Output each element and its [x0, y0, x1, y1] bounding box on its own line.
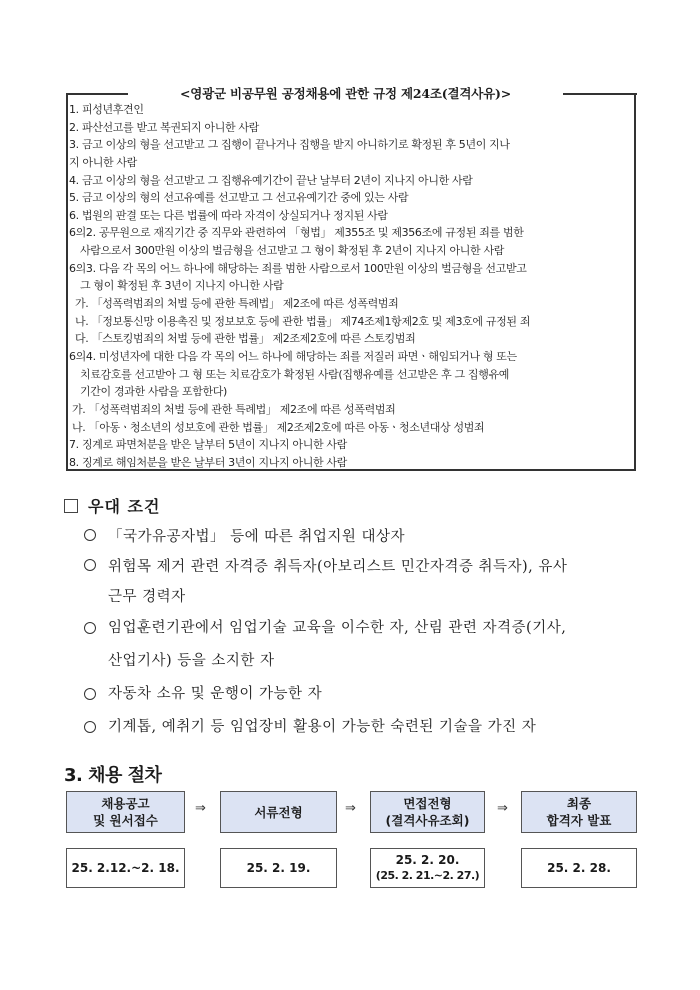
regulation-line: 3. 금고 이상의 형을 선고받고 그 집행이 끝나거나 집행을 받지 아니하기로 확정된 후 5년이 지나 [69, 138, 510, 152]
preference-item [84, 552, 644, 612]
step-3-label-line: (결격사유조회) [385, 813, 470, 828]
preference-text: 산업기사) 등을 소지한 자 [108, 653, 275, 669]
step-3-label-line: 면접전형 [403, 796, 452, 811]
regulation-subline: 나. 「정보통신망 이용촉진 및 정보보호 등에 관한 법률」 제74조제1항제2호 및 제3호에 규정된 죄 [75, 314, 531, 328]
circle-bullet-icon [84, 721, 96, 733]
step-4-date: 25. 2. 28. [547, 860, 611, 875]
regulation-line: 5. 금고 이상의 형의 선고유예를 선고받고 그 선고유예기간 중에 있는 사람 [69, 191, 409, 205]
preference-text: 자동차 소유 및 운행이 가능한 자 [108, 686, 323, 702]
circle-bullet-icon [84, 559, 96, 571]
preference-item [84, 711, 644, 744]
preference-item [84, 612, 644, 678]
regulation-line: 4. 금고 이상의 형을 선고받고 그 집행유예기간이 끝난 날부터 2년이 지나지 아니한 사람 [69, 173, 473, 187]
step-2-label-line: 서류전형 [254, 804, 303, 820]
preference-text: 기계톱, 예취기 등 임업장비 활용이 가능한 숙련된 기술을 가진 자 [108, 719, 537, 735]
step-3-label-box [370, 791, 485, 833]
circle-bullet-icon [84, 688, 96, 700]
preferences-heading [64, 494, 160, 517]
regulation-subline: 다. 「스토킹범죄의 처벌 등에 관한 법률」 제2조제2호에 따른 스토킹범죄 [75, 332, 416, 346]
step-3-date-box [370, 848, 485, 888]
circle-bullet-icon [84, 529, 96, 541]
regulation-line: 지 아니한 사람 [69, 155, 137, 169]
regulation-line: 7. 징계로 파면처분을 받은 날부터 5년이 지나지 아니한 사람 [69, 438, 347, 452]
step-2-date: 25. 2. 19. [246, 860, 311, 875]
step-4-label-box [521, 791, 637, 833]
regulation-line: 6의3. 다음 각 목의 어느 하나에 해당하는 죄를 범한 사람으로서 100만원 이상의 벌금형을 선고받고 [69, 261, 527, 275]
square-bullet-icon [64, 499, 78, 513]
right-double-arrow-icon: ⇒ [497, 801, 508, 816]
preference-text: 임업훈련기관에서 임업기술 교육을 이수한 자, 산림 관련 자격증(기사, [108, 620, 567, 636]
regulation-line: 6의4. 미성년자에 대한 다음 각 목의 어느 하나에 해당하는 죄를 저질러 파면ㆍ해임되거나 형 또는 [69, 349, 517, 363]
regulation-subline: 가. 「성폭력범죄의 처벌 등에 관한 특례법」 제2조에 따른 성폭력범죄 [72, 402, 396, 416]
regulation-line: 6의2. 공무원으로 재직기간 중 직무와 관련하여 「형법」 제355조 및 제356조에 규정된 죄를 범한 [69, 226, 524, 240]
step-1-label-line: 및 원서접수 [93, 813, 158, 828]
preference-text: 「국가유공자법」 등에 따른 취업지원 대상자 [108, 529, 406, 545]
circle-bullet-icon [84, 622, 96, 634]
regulation-subline: 가. 「성폭력범죄의 처벌 등에 관한 특례법」 제2조에 따른 성폭력범죄 [75, 297, 399, 311]
regulation-line: 2. 파산선고를 받고 복권되지 아니한 사람 [69, 120, 259, 134]
regulation-title: <영광군 비공무원 공정채용에 관한 규정 제24조(결격사유)> [180, 86, 511, 101]
regulation-line: 1. 피성년후견인 [69, 103, 144, 116]
preferences-heading-text: 우대 조건 [88, 497, 161, 516]
regulation-line: 그 형이 확정된 후 3년이 지나지 아니한 사람 [80, 279, 284, 293]
step-4-label-line: 최종 [566, 796, 592, 811]
regulation-line: 사람으로서 300만원 이상의 벌금형을 선고받고 그 형이 확정된 후 2년이 지나지 아니한 사람 [80, 244, 505, 258]
step-3-date: 25. 2. 20. [395, 853, 460, 867]
step-1-label-box [66, 791, 185, 833]
step-2-label-box [220, 791, 337, 833]
preference-text: 위험목 제거 관련 자격증 취득자(아보리스트 민간자격증 취득자), 유사 [108, 559, 568, 575]
step-1-date: 25. 2.12.~2. 18. [71, 860, 180, 875]
preference-text: 근무 경력자 [108, 589, 186, 605]
preferences-list [84, 522, 644, 744]
right-double-arrow-icon: ⇒ [345, 801, 356, 816]
step-1-date-box [66, 848, 185, 888]
regulation-line: 기간이 경과한 사람을 포함한다) [80, 385, 227, 399]
right-double-arrow-icon: ⇒ [195, 801, 206, 816]
step-3-date-range: (25. 2. 21.~2. 27.) [375, 869, 480, 882]
procedure-heading: 3. 채용 절차 [64, 765, 162, 786]
regulation-subline: 나. 「아동ㆍ청소년의 성보호에 관한 법률」 제2조제2호에 따른 아동ㆍ청소년대상 성범죄 [72, 420, 485, 434]
regulation-list [69, 101, 635, 471]
step-2-date-box [220, 848, 337, 888]
preference-item [84, 522, 644, 552]
step-4-date-box [521, 848, 637, 888]
regulation-line: 8. 징계로 해임처분을 받은 날부터 3년이 지나지 아니한 사람 [69, 455, 347, 469]
step-4-label-line: 합격자 발표 [546, 813, 612, 828]
step-1-label-line: 채용공고 [101, 796, 150, 811]
preference-item [84, 678, 644, 711]
regulation-line: 6. 법원의 판결 또는 다른 법률에 따라 자격이 상실되거나 정지된 사람 [69, 208, 388, 222]
regulation-line: 치료감호를 선고받아 그 형 또는 치료감호가 확정된 사람(집행유예를 선고받은 후 그 집행유예 [80, 367, 510, 381]
